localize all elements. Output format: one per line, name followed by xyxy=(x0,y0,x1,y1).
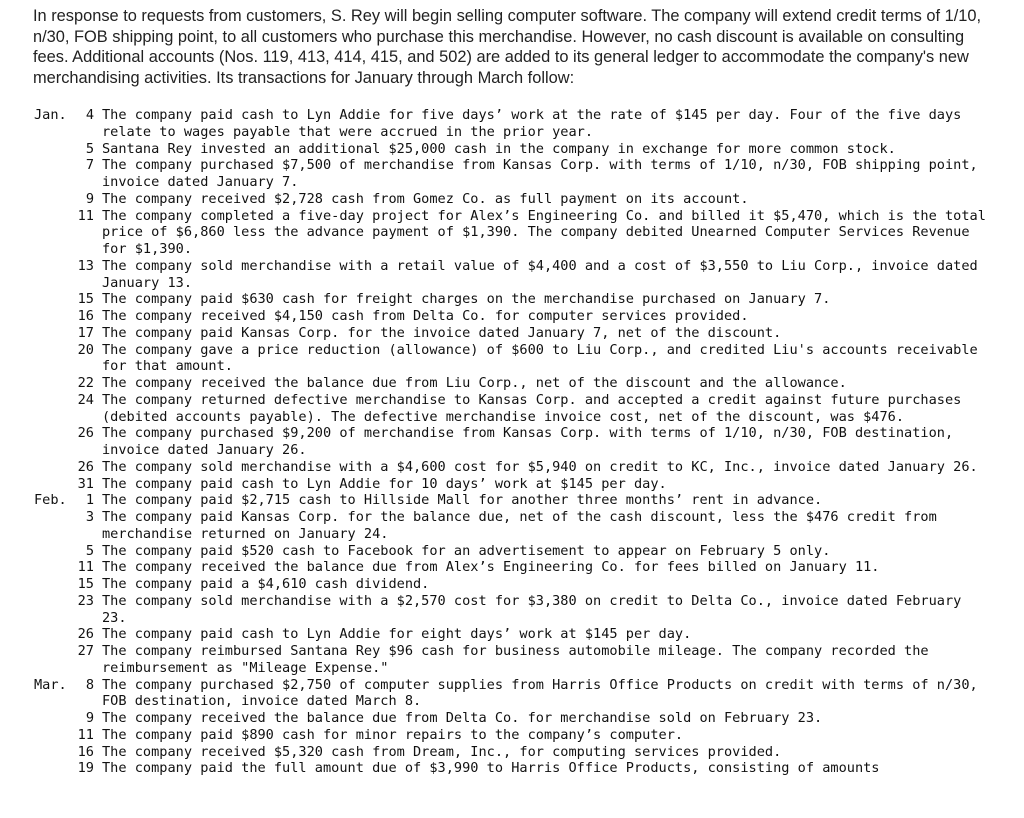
transaction-text: The company received $2,728 cash from Gomez Co. as full payment on its account. xyxy=(102,190,749,207)
transaction-day: 8 xyxy=(85,676,94,693)
transaction-month: Feb. xyxy=(34,492,67,509)
transaction-row xyxy=(34,559,994,576)
transaction-row xyxy=(34,425,994,459)
transaction-row xyxy=(34,342,994,376)
transaction-row xyxy=(34,492,994,509)
transaction-row xyxy=(34,375,994,392)
transaction-row xyxy=(34,744,994,761)
transaction-day: 16 xyxy=(77,743,94,760)
transaction-text: The company purchased $9,200 of merchandise from Kansas Corp. with terms of 1/10, n/30, FOB destination, invoice dated January 26. xyxy=(102,425,954,458)
transaction-day: 19 xyxy=(77,760,94,777)
transaction-day: 1 xyxy=(85,492,94,509)
transaction-text: The company returned defective merchandise to Kansas Corp. and accepted a credit against future purchases (debited accounts payable). The defective merchandise invoice cost, net of the discount, was $476. xyxy=(102,391,962,425)
transaction-day: 26 xyxy=(77,626,94,643)
transaction-row xyxy=(34,107,994,141)
transaction-day: 26 xyxy=(77,425,94,442)
transaction-row xyxy=(34,459,994,476)
transaction-day: 16 xyxy=(77,308,94,324)
transaction-text: The company paid $890 cash for minor repairs to the company’s computer. xyxy=(102,726,684,743)
transaction-row xyxy=(34,677,994,711)
transaction-text: The company paid $520 cash to Facebook for an advertisement to appear on February 5 only. xyxy=(102,542,831,559)
transaction-text: The company purchased $2,750 of computer supplies from Harris Office Products on credit with terms of n/30, FOB destination, invoice dated March 8. xyxy=(102,676,978,710)
transaction-text: The company received the balance due from Liu Corp., net of the discount and the allowance. xyxy=(102,375,847,391)
transaction-day: 31 xyxy=(77,475,94,492)
transaction-row xyxy=(34,392,994,426)
transaction-text: The company received the balance due from Alex’s Engineering Co. for fees billed on January 11. xyxy=(102,559,880,576)
transaction-text: The company paid the full amount due of $3,990 to Harris Office Products, consisting of amounts xyxy=(102,760,880,777)
transaction-day: 26 xyxy=(77,458,94,475)
transaction-day: 20 xyxy=(77,341,94,358)
transaction-text: The company sold merchandise with a retail value of $4,400 and a cost of $3,550 to Liu Corp., invoice dated January 13. xyxy=(102,257,978,291)
transaction-text: The company sold merchandise with a $2,570 cost for $3,380 on credit to Delta Co., invoice dated February 23. xyxy=(102,592,962,626)
transaction-row xyxy=(34,626,994,643)
transaction-text: The company paid cash to Lyn Addie for eight days’ work at $145 per day. xyxy=(102,626,692,643)
transaction-text: The company gave a price reduction (allowance) of $600 to Liu Corp., and credited Liu's accounts receivable for that amount. xyxy=(102,341,978,375)
transaction-row xyxy=(34,208,994,258)
transaction-day: 13 xyxy=(77,257,94,274)
transaction-row xyxy=(34,476,994,493)
transaction-row xyxy=(34,141,994,158)
transaction-day: 11 xyxy=(77,207,94,224)
transaction-row xyxy=(34,258,994,292)
transaction-month: Jan. xyxy=(34,107,67,123)
transaction-day: 27 xyxy=(77,643,94,659)
transaction-row xyxy=(34,710,994,727)
transaction-text: Santana Rey invested an additional $25,000 cash in the company in exchange for more common stock. xyxy=(102,140,896,157)
transaction-list xyxy=(34,107,994,777)
intro-paragraph: In response to requests from customers, S. Rey will begin selling computer software. The company will extend credit terms of 1/10, n/30, FOB shipping point, to all customers who purchase this merchandise. However, no cash discount is available on consulting fees. Additional accounts (Nos. 119, 413, 414, 415, and 502) are added to its general ledger to accommodate the company's new merchandising activities. Its transactions for January through March follow: xyxy=(33,7,982,87)
transaction-month: Mar. xyxy=(34,676,67,693)
transaction-day: 7 xyxy=(85,157,94,174)
transaction-row xyxy=(34,308,994,325)
transaction-day: 9 xyxy=(85,710,94,726)
transaction-text: The company received $5,320 cash from Dream, Inc., for computing services provided. xyxy=(102,743,782,760)
transaction-text: The company purchased $7,500 of merchandise from Kansas Corp. with terms of 1/10, n/30, FOB shipping point, invoice dated January 7. xyxy=(102,157,978,190)
transaction-text: The company paid a $4,610 cash dividend. xyxy=(102,576,430,592)
transaction-day: 24 xyxy=(77,391,94,408)
transaction-row xyxy=(34,291,994,308)
transaction-day: 11 xyxy=(77,726,94,743)
transaction-day: 11 xyxy=(77,559,94,576)
transaction-text: The company received the balance due from Delta Co. for merchandise sold on February 23. xyxy=(102,710,823,726)
transaction-text: The company paid cash to Lyn Addie for 10 days’ work at $145 per day. xyxy=(102,475,667,492)
transaction-text: The company received $4,150 cash from Delta Co. for computer services provided. xyxy=(102,308,749,324)
transaction-row xyxy=(34,325,994,342)
transaction-text: The company paid $2,715 cash to Hillside Mall for another three months’ rent in advance. xyxy=(102,492,823,509)
transaction-day: 15 xyxy=(77,576,94,592)
transaction-row xyxy=(34,727,994,744)
transaction-row xyxy=(34,191,994,208)
transaction-day: 5 xyxy=(85,542,94,559)
transaction-day: 17 xyxy=(77,324,94,341)
transaction-row xyxy=(34,760,994,777)
transaction-text: The company sold merchandise with a $4,600 cost for $5,940 on credit to KC, Inc., invoice dated January 26. xyxy=(102,458,978,475)
transaction-day: 3 xyxy=(85,509,94,525)
transaction-day: 22 xyxy=(77,375,94,391)
transaction-text: The company completed a five-day project for Alex’s Engineering Co. and billed it $5,470, which is the total price of $6,860 less the advance payment of $1,390. The company debited Unearned Computer Services Revenue for $1,390. xyxy=(102,207,986,257)
transaction-text: The company reimbursed Santana Rey $96 cash for business automobile mileage. The company recorded the reimbursement as "Mileage Expense." xyxy=(102,643,929,676)
transaction-row xyxy=(34,593,994,627)
transaction-day: 23 xyxy=(77,592,94,609)
transaction-text: The company paid Kansas Corp. for the invoice dated January 7, net of the discount. xyxy=(102,324,782,341)
transaction-text: The company paid cash to Lyn Addie for five days’ work at the rate of $145 per day. Four of the five days relate to wages payable that were accrued in the prior year. xyxy=(102,107,962,140)
transaction-day: 5 xyxy=(85,140,94,157)
transaction-text: The company paid Kansas Corp. for the balance due, net of the cash discount, less the $476 credit from merchandise returned on January 24. xyxy=(102,509,937,542)
transaction-text: The company paid $630 cash for freight charges on the merchandise purchased on January 7. xyxy=(102,291,831,308)
transaction-row xyxy=(34,509,994,543)
transaction-row xyxy=(34,543,994,560)
transaction-day: 15 xyxy=(77,291,94,308)
transaction-row xyxy=(34,157,994,191)
transaction-day: 9 xyxy=(85,190,94,207)
transaction-day: 4 xyxy=(85,107,94,123)
transaction-row xyxy=(34,576,994,593)
transaction-row xyxy=(34,643,994,677)
